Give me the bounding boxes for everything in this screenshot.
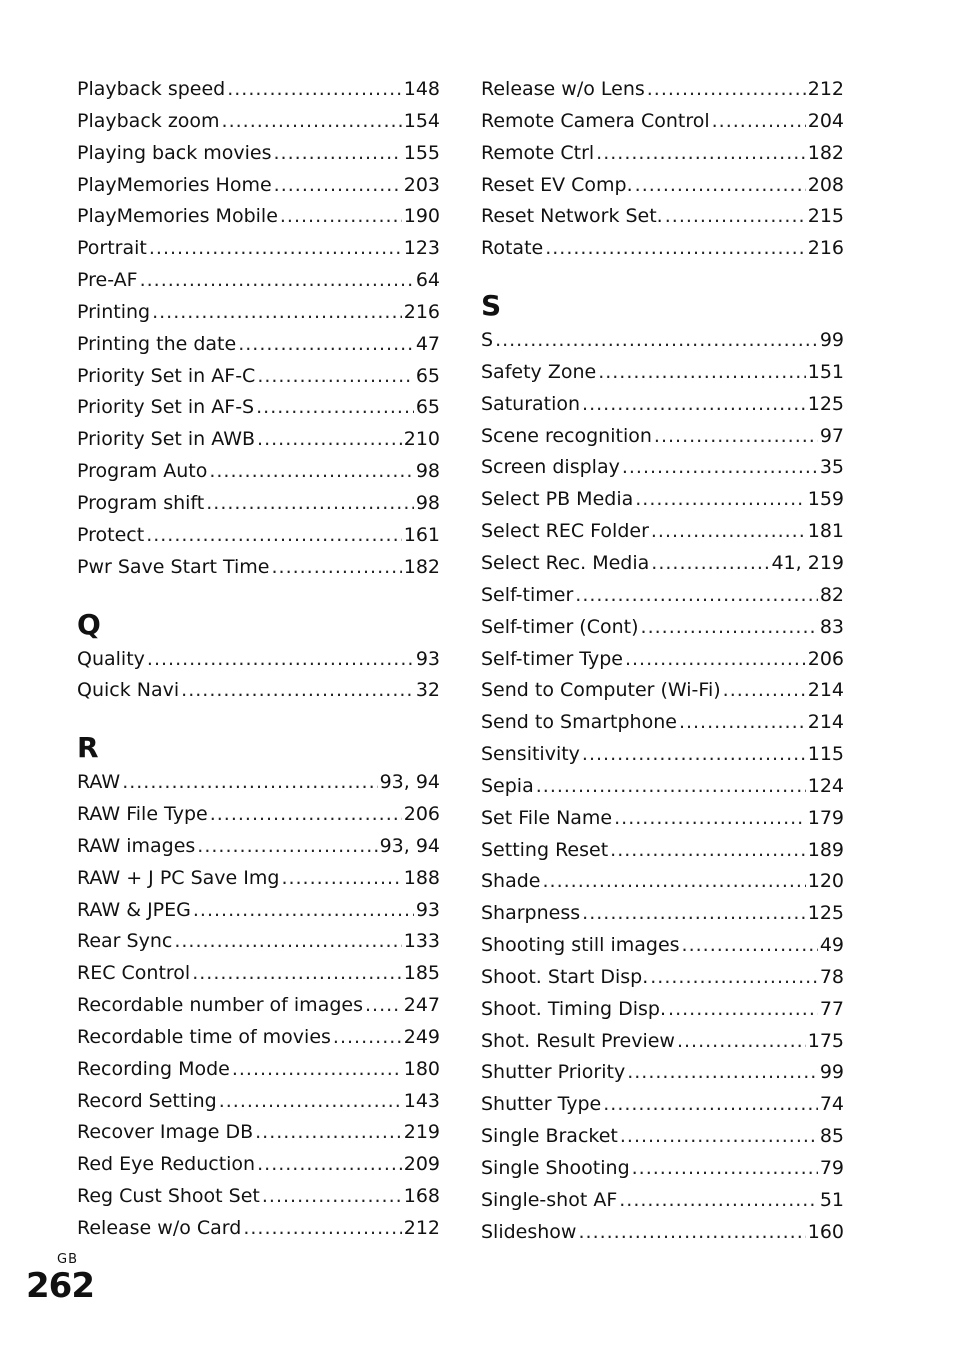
index-entry [77, 329, 440, 361]
index-term: Sensitivity [481, 743, 580, 766]
dot-leader [543, 866, 806, 898]
index-page-ref: 209 [403, 1153, 440, 1176]
index-term: Red Eye Reduction [77, 1153, 256, 1176]
index-page-ref: 82 [819, 583, 844, 606]
index-term: Screen display [481, 456, 620, 479]
index-page-ref: 182 [403, 555, 440, 578]
index-page-ref: 143 [403, 1089, 440, 1112]
index-page-ref: 215 [807, 205, 844, 228]
index-term: Remote Camera Control [481, 109, 710, 132]
index-term: Recording Mode [77, 1057, 230, 1080]
index-term: RAW File Type [77, 803, 208, 826]
index-entry [481, 612, 844, 644]
dot-leader [219, 1086, 402, 1118]
index-entry [481, 1217, 844, 1249]
dot-leader [712, 106, 806, 138]
index-page-ref: 83 [819, 615, 844, 638]
index-page-ref: 93, 94 [379, 834, 440, 857]
index-term: Printing the date [77, 332, 237, 355]
index-entry [77, 265, 440, 297]
dot-leader [147, 644, 414, 676]
index-term: Playing back movies [77, 141, 272, 164]
index-term: Shot. Result Preview [481, 1029, 675, 1052]
index-page-ref: 189 [807, 838, 844, 861]
index-entry [481, 74, 844, 106]
index-term: RAW + J PC Save Img [77, 866, 280, 889]
dot-leader [651, 548, 769, 580]
dot-leader [227, 74, 402, 106]
index-entry [481, 389, 844, 421]
index-entry [77, 520, 440, 552]
index-page-ref: 41, 219 [771, 551, 844, 574]
index-page-ref: 214 [807, 711, 844, 734]
dot-leader [281, 863, 401, 895]
index-entry [481, 771, 844, 803]
index-entry [481, 452, 844, 484]
index-entry [77, 297, 440, 329]
index-entry [481, 707, 844, 739]
dot-leader [610, 835, 806, 867]
index-entry [77, 831, 440, 863]
dot-leader [122, 767, 377, 799]
index-page-ref: 64 [415, 269, 440, 292]
index-term: Priority Set in AWB [77, 428, 256, 451]
index-page-ref: 65 [415, 364, 440, 387]
index-term: Rotate [481, 237, 544, 260]
index-entry [77, 1117, 440, 1149]
dot-leader [280, 201, 402, 233]
index-term: Select Rec. Media [481, 551, 650, 574]
index-term: Slideshow [481, 1220, 577, 1243]
index-entry [481, 675, 844, 707]
dot-leader [206, 488, 414, 520]
index-page-ref: 161 [403, 523, 440, 546]
index-entry [481, 201, 844, 233]
dot-leader [256, 392, 414, 424]
index-page-ref: 35 [819, 456, 844, 479]
index-section-letter: R [77, 731, 99, 765]
dot-leader [257, 1149, 402, 1181]
index-term: Shooting still images [481, 934, 680, 957]
index-term: Reset Network Set. [481, 205, 663, 228]
index-entry [481, 233, 844, 265]
index-page-ref: 175 [807, 1029, 844, 1052]
index-term: Setting Reset [481, 838, 609, 861]
dot-leader [625, 644, 806, 676]
dot-leader [257, 424, 402, 456]
index-term: Self-timer (Cont) [481, 615, 639, 638]
dot-leader [635, 170, 806, 202]
index-entry [481, 138, 844, 170]
dot-leader [238, 329, 414, 361]
index-term: Shoot. Start Disp. [481, 965, 649, 988]
index-term: Pre-AF [77, 269, 138, 292]
dot-leader [578, 1217, 805, 1249]
index-page-ref: 98 [415, 491, 440, 514]
index-page-ref: 159 [807, 488, 844, 511]
index-page-ref: 188 [403, 866, 440, 889]
index-entry [481, 962, 844, 994]
index-page-ref: 216 [807, 237, 844, 260]
dot-leader [545, 233, 806, 265]
index-section-letter: Q [77, 607, 101, 641]
dot-leader [181, 675, 414, 707]
index-term: Self-timer [481, 583, 574, 606]
index-entry [77, 1022, 440, 1054]
index-entry [481, 866, 844, 898]
index-term: REC Control [77, 962, 191, 985]
index-term: Program shift [77, 491, 205, 514]
index-term: Reset EV Comp. [481, 173, 633, 196]
index-entry [481, 170, 844, 202]
index-entry [481, 421, 844, 453]
index-term: Record Setting [77, 1089, 217, 1112]
index-entry [77, 863, 440, 895]
index-entry [77, 799, 440, 831]
index-term: Scene recognition [481, 424, 652, 447]
index-term: Safety Zone [481, 360, 597, 383]
index-entry [481, 1153, 844, 1185]
index-page-ref: 74 [819, 1093, 844, 1116]
dot-leader [140, 265, 414, 297]
index-term: Release w/o Lens [481, 78, 645, 100]
index-page-ref: 160 [807, 1220, 844, 1243]
dot-leader [149, 233, 402, 265]
index-column-left [77, 74, 440, 1245]
index-term: RAW & JPEG [77, 898, 191, 921]
dot-leader [620, 1121, 818, 1153]
index-term: Send to Computer (Wi-Fi) [481, 679, 721, 702]
index-entry [77, 895, 440, 927]
index-page-ref: 49 [819, 934, 844, 957]
index-entry [481, 835, 844, 867]
index-page-ref: 208 [807, 173, 844, 196]
dot-leader [654, 421, 818, 453]
index-page-ref: 93, 94 [379, 771, 440, 794]
index-entry [77, 361, 440, 393]
index-entry [77, 392, 440, 424]
index-term: Recover Image DB [77, 1121, 254, 1144]
dot-leader [146, 520, 402, 552]
index-page-ref: 93 [415, 898, 440, 921]
index-page-ref: 203 [403, 173, 440, 196]
index-entry [77, 424, 440, 456]
dot-leader [635, 484, 805, 516]
index-page-ref: 214 [807, 679, 844, 702]
index-page-ref: 206 [403, 803, 440, 826]
index-entry [481, 580, 844, 612]
index-term: Single Bracket [481, 1125, 618, 1148]
index-page-ref: 77 [819, 997, 844, 1020]
dot-leader [641, 612, 818, 644]
index-entry [77, 106, 440, 138]
index-page-ref: 125 [807, 902, 844, 925]
index-page-ref: 210 [403, 428, 440, 451]
index-page-ref: 97 [819, 424, 844, 447]
index-page-ref: 93 [415, 647, 440, 670]
index-term: Single Shooting [481, 1157, 630, 1179]
dot-leader [232, 1054, 402, 1086]
index-page-ref: 124 [807, 774, 844, 797]
dot-leader [271, 552, 401, 584]
index-page-ref: 99 [819, 329, 844, 352]
index-term: Set File Name [481, 806, 613, 829]
index-entry [481, 930, 844, 962]
index-page-ref: 51 [819, 1188, 844, 1211]
index-entry [77, 170, 440, 202]
index-entry [77, 1149, 440, 1181]
index-entry [481, 325, 844, 357]
dot-leader [619, 1185, 818, 1217]
dot-leader [210, 799, 402, 831]
dot-leader [582, 739, 806, 771]
index-term: Self-timer Type [481, 647, 623, 670]
index-page-ref: 79 [819, 1157, 844, 1179]
index-term: Recordable time of movies [77, 1025, 331, 1048]
index-term: Reg Cust Shoot Set [77, 1185, 260, 1208]
dot-leader [193, 895, 414, 927]
index-page-ref: 115 [807, 743, 844, 766]
index-entry [77, 1181, 440, 1213]
index-page-ref: 212 [403, 1217, 440, 1239]
dot-leader [668, 994, 818, 1026]
index-entry [77, 958, 440, 990]
index-page-ref: 85 [819, 1125, 844, 1148]
dot-leader [622, 452, 818, 484]
index-term: Shutter Type [481, 1093, 602, 1116]
index-entry [481, 548, 844, 580]
index-page-ref: 190 [403, 205, 440, 228]
index-term: Priority Set in AF-C [77, 364, 256, 387]
index-entry [77, 138, 440, 170]
index-entry [481, 994, 844, 1026]
dot-leader [152, 297, 402, 329]
dot-leader [365, 990, 402, 1022]
index-page-ref: 247 [403, 994, 440, 1017]
index-page-ref: 216 [403, 300, 440, 323]
index-page-ref: 47 [415, 332, 440, 355]
dot-leader [647, 74, 806, 106]
index-entry [77, 675, 440, 707]
dot-leader [333, 1022, 402, 1054]
index-term: Priority Set in AF-S [77, 396, 255, 419]
index-entry [77, 488, 440, 520]
index-page-ref: 151 [807, 360, 844, 383]
index-page-ref: 155 [403, 141, 440, 164]
index-entry [481, 1089, 844, 1121]
index-term: Single-shot AF [481, 1188, 618, 1211]
index-term: Playback speed [77, 78, 226, 100]
dot-leader [536, 771, 806, 803]
index-entry [481, 1121, 844, 1153]
index-term: Saturation [481, 392, 581, 415]
index-entry [481, 1026, 844, 1058]
dot-leader [174, 926, 401, 958]
dot-leader [255, 1117, 402, 1149]
dot-leader [197, 831, 377, 863]
dot-leader [651, 516, 806, 548]
index-entry [77, 201, 440, 233]
index-term: Shutter Priority [481, 1061, 626, 1084]
dot-leader [582, 389, 806, 421]
index-entry [77, 990, 440, 1022]
index-page-ref: 125 [807, 392, 844, 415]
index-page-ref: 168 [403, 1185, 440, 1208]
index-column-right [481, 74, 844, 1249]
index-entry [481, 1185, 844, 1217]
index-term: Program Auto [77, 460, 208, 483]
index-page-ref: 65 [415, 396, 440, 419]
index-term: Select PB Media [481, 488, 634, 511]
page-number: 262 [26, 1266, 94, 1306]
dot-leader [596, 138, 806, 170]
index-page-ref: 181 [807, 520, 844, 543]
index-term: Select REC Folder [481, 520, 649, 543]
index-entry [77, 1213, 440, 1245]
index-entry [77, 74, 440, 106]
index-term: Playback zoom [77, 109, 220, 132]
index-term: Printing [77, 300, 151, 323]
index-entry [481, 739, 844, 771]
index-page-ref: 204 [807, 109, 844, 132]
index-term: Pwr Save Start Time [77, 555, 270, 578]
dot-leader [632, 1153, 818, 1185]
index-term: Sharpness [481, 902, 581, 925]
index-entry [481, 106, 844, 138]
dot-leader [273, 138, 401, 170]
index-page-ref: 182 [807, 141, 844, 164]
index-term: PlayMemories Home [77, 173, 272, 196]
index-term: S [481, 329, 494, 352]
index-term: Remote Ctrl [481, 141, 595, 164]
dot-leader [682, 930, 818, 962]
index-page-ref: 212 [807, 78, 844, 100]
index-page-ref: 154 [403, 109, 440, 132]
index-term: Shoot. Timing Disp. [481, 997, 667, 1020]
index-page-ref: 133 [403, 930, 440, 953]
index-page-ref: 98 [415, 460, 440, 483]
index-page-ref: 99 [819, 1061, 844, 1084]
index-page-ref: 185 [403, 962, 440, 985]
index-entry [481, 516, 844, 548]
dot-leader [495, 325, 818, 357]
index-term: Recordable number of images [77, 994, 363, 1017]
index-entry [77, 1086, 440, 1118]
index-entry [481, 484, 844, 516]
index-term: Quality [77, 647, 145, 670]
index-entry [77, 926, 440, 958]
index-entry [481, 644, 844, 676]
dot-leader [627, 1057, 818, 1089]
index-entry [77, 233, 440, 265]
index-entry [481, 898, 844, 930]
dot-leader [677, 1026, 806, 1058]
index-term: Rear Sync [77, 930, 173, 953]
dot-leader [209, 456, 413, 488]
dot-leader [575, 580, 818, 612]
dot-leader [679, 707, 806, 739]
index-entry [481, 803, 844, 835]
index-entry [77, 1054, 440, 1086]
index-term: Send to Smartphone [481, 711, 677, 734]
dot-leader [257, 361, 414, 393]
dot-leader [598, 357, 806, 389]
index-page-ref: 179 [807, 806, 844, 829]
index-entry [77, 767, 440, 799]
index-term: Shade [481, 870, 541, 893]
index-term: Sepia [481, 774, 534, 797]
region-label: GB [57, 1252, 78, 1267]
dot-leader [723, 675, 806, 707]
dot-leader [274, 170, 402, 202]
dot-leader [650, 962, 818, 994]
dot-leader [665, 201, 806, 233]
index-page-ref: 78 [819, 965, 844, 988]
index-page-ref: 219 [403, 1121, 440, 1144]
index-term: Release w/o Card [77, 1217, 242, 1239]
index-term: RAW [77, 771, 121, 794]
index-page-ref: 148 [403, 78, 440, 100]
index-page-ref: 32 [415, 679, 440, 702]
index-term: Quick Navi [77, 679, 180, 702]
index-page-ref: 120 [807, 870, 844, 893]
index-term: RAW images [77, 834, 196, 857]
index-entry [481, 357, 844, 389]
index-entry [77, 456, 440, 488]
dot-leader [243, 1213, 401, 1245]
index-entry [77, 552, 440, 584]
index-term: PlayMemories Mobile [77, 205, 278, 228]
dot-leader [262, 1181, 402, 1213]
index-section-letter: S [481, 289, 502, 323]
index-term: Portrait [77, 237, 147, 260]
dot-leader [222, 106, 402, 138]
dot-leader [603, 1089, 818, 1121]
dot-leader [614, 803, 806, 835]
index-entry [481, 1057, 844, 1089]
index-page-ref: 249 [403, 1025, 440, 1048]
index-page-ref: 180 [403, 1057, 440, 1080]
dot-leader [582, 898, 806, 930]
index-page-ref: 123 [403, 237, 440, 260]
dot-leader [192, 958, 402, 990]
index-page-ref: 206 [807, 647, 844, 670]
index-entry [77, 644, 440, 676]
index-term: Protect [77, 523, 145, 546]
